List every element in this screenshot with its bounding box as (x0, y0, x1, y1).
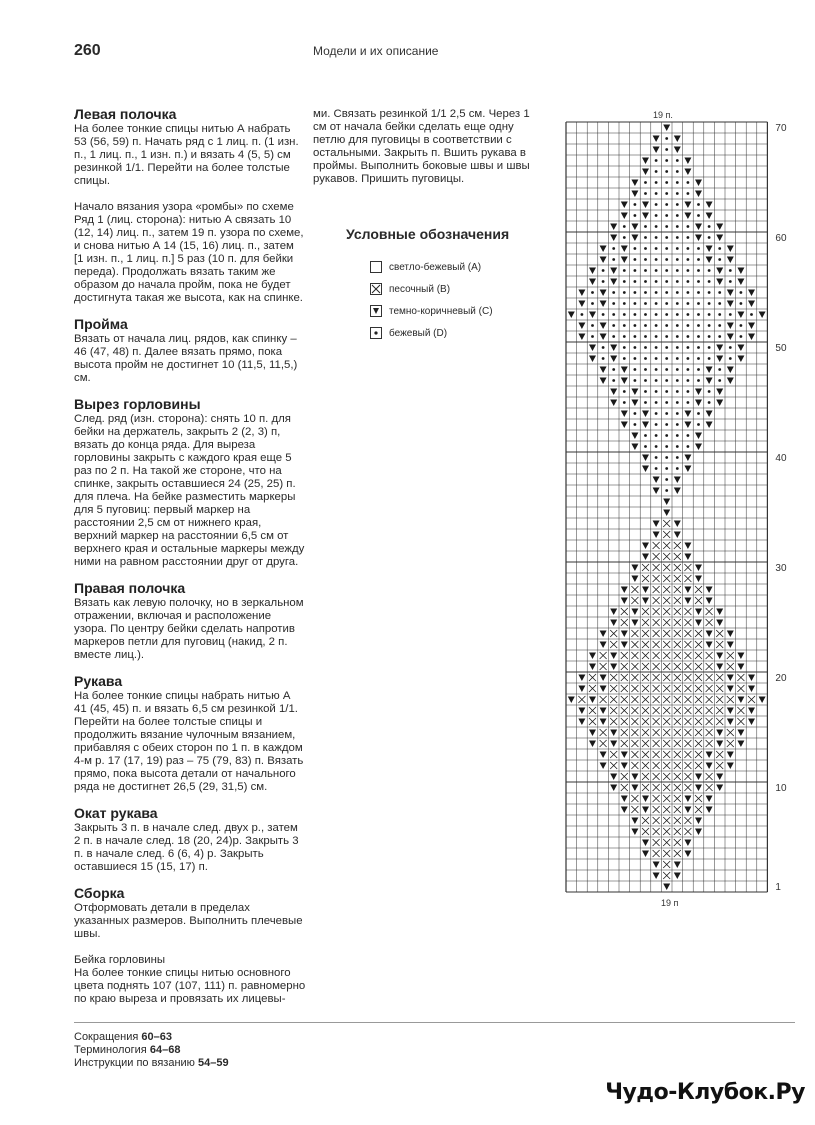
reference-line: Инструкции по вязанию 54–59 (74, 1057, 229, 1069)
section-title: Рукава (74, 673, 123, 689)
section-title: Окат рукава (74, 805, 158, 821)
legend-label: светло-бежевый (А) (389, 261, 482, 273)
subheading: Бейка горловины (74, 954, 166, 966)
chart-row-number: 60 (775, 233, 787, 244)
reference-line: Сокращения 60–63 (74, 1031, 172, 1043)
paragraph: Отформовать детали в пределах указанных размеров. Выполнить плечевые швы. (74, 902, 303, 940)
chart-row-number: 1 (775, 882, 781, 893)
chart-row-number: 70 (775, 123, 787, 134)
paragraph: На более тонкие спицы набрать нитью А 41 (45, 45) п. и вязать 6,5 см резинкой 1/1. Перейти на более толстые спицы и продолжить вязание чулочным вязанием, прибавляя с обеих сторон по 1 п. в каждом 4-м р. 17 (17, 19) раз – 75 (79, 83) п. Вязать прямо, пока высота детали от начального ряда не достигнет 26,5 (29, 31,5) см. (74, 690, 304, 793)
section-title: Вырез горловины (74, 396, 201, 412)
paragraph: Вязать как левую полочку, но в зеркальном отражении, включая и расположение узора. По центру бейки сделать напротив маркеров петли для пуговиц (накид, 2 п. вместе лиц.). (74, 597, 304, 661)
section-title: Пройма (74, 316, 128, 332)
legend-label: бежевый (D) (389, 327, 448, 339)
paragraph: Вязать от начала лиц. рядов, как спинку – 46 (47, 48) п. Далее вязать прямо, пока высота пройм не достигнет 10 (11,5, 11,5,) см. (74, 333, 298, 384)
paragraph: След. ряд (изн. сторона): снять 10 п. для бейки на держатель, закрыть 2 (2, 3) п, вязать до конца ряда. Для выреза горловины закрыть с каждого края еще 5 раз по 2 п. На такой же стороне, что на спинке, закрыть оставшиеся 24 (25, 25) п. для плеча. На бейке разместить маркеры для 5 пуговиц: первый маркер на расстоянии 2,5 см от нижнего края, верхний маркер на расстоянии 6,5 см от верхнего края и остальные маркеры между ними на равном расстоянии друг от друга. (74, 413, 305, 568)
legend-title: Условные обозначения (346, 226, 510, 242)
paragraph: На более тонкие спицы нитью основного цвета поднять 107 (107, 111) п. равномерно по краю выреза и провязать их лицевы- (74, 967, 306, 1005)
cross-references (74, 1031, 229, 1070)
reference-line: Терминология 64–68 (74, 1044, 181, 1056)
site-watermark: Чудо-Клубок.Ру (605, 1080, 805, 1105)
page-number: 260 (74, 42, 101, 59)
paragraph: Закрыть 3 п. в начале след. двух р., затем 2 п. в начале след. 18 (20, 24)р. Закрыть 3 п. в начале след. 6 (6, 4) р. Закрыть оставшиеся 15 (15, 17) п. (74, 822, 299, 873)
section-title: Левая полочка (74, 106, 177, 122)
paragraph: Начало вязания узора «ромбы» по схеме Ряд 1 (лиц. сторона): нитью А связать 10 (12, 14) лиц. п., затем 19 п. узора по схеме, и снова нитью А 14 (15, 16) лиц. п., затем [1 изн. п., 1 лиц. п.] 5 раз (10 п. для бейки переда). Продолжать вязать таким же образом до начала пройм, пока не будет достигнута такая же высота, как на спинке. (74, 201, 304, 304)
legend-label: темно-коричневый (С) (389, 305, 493, 317)
chart-row-number: 40 (775, 453, 787, 464)
chart-top-label: 19 п. (653, 110, 673, 120)
section-title: Сборка (74, 885, 125, 901)
paragraph: На более тонкие спицы нитью А набрать 53 (56, 59) п. Начать ряд с 1 лиц. п. (1 изн. п., 1 лиц. п., 1 изн. п.) и вязать 4 (5, 5) см резинкой 1/1. Перейти на более толстые спицы. (74, 123, 299, 187)
legend-label: песочный (В) (389, 283, 451, 295)
section-title: Правая полочка (74, 580, 186, 596)
running-title: Модели и их описание (313, 44, 439, 58)
chart-row-number: 10 (775, 783, 787, 794)
chart-bottom-label: 19 п (661, 898, 679, 908)
chart-row-number: 30 (775, 563, 787, 574)
continuation-paragraph: ми. Связать резинкой 1/1 2,5 см. Через 1 см от начала бейки сделать еще одну петлю для пуговицы в соответствии с остальными. Закрыть п. Вшить рукава в проймы. Выполнить боковые швы и швы рукавов. Пришить пуговицы. (313, 108, 530, 185)
chart-row-number: 20 (775, 673, 787, 684)
chart-row-number: 50 (775, 343, 787, 354)
